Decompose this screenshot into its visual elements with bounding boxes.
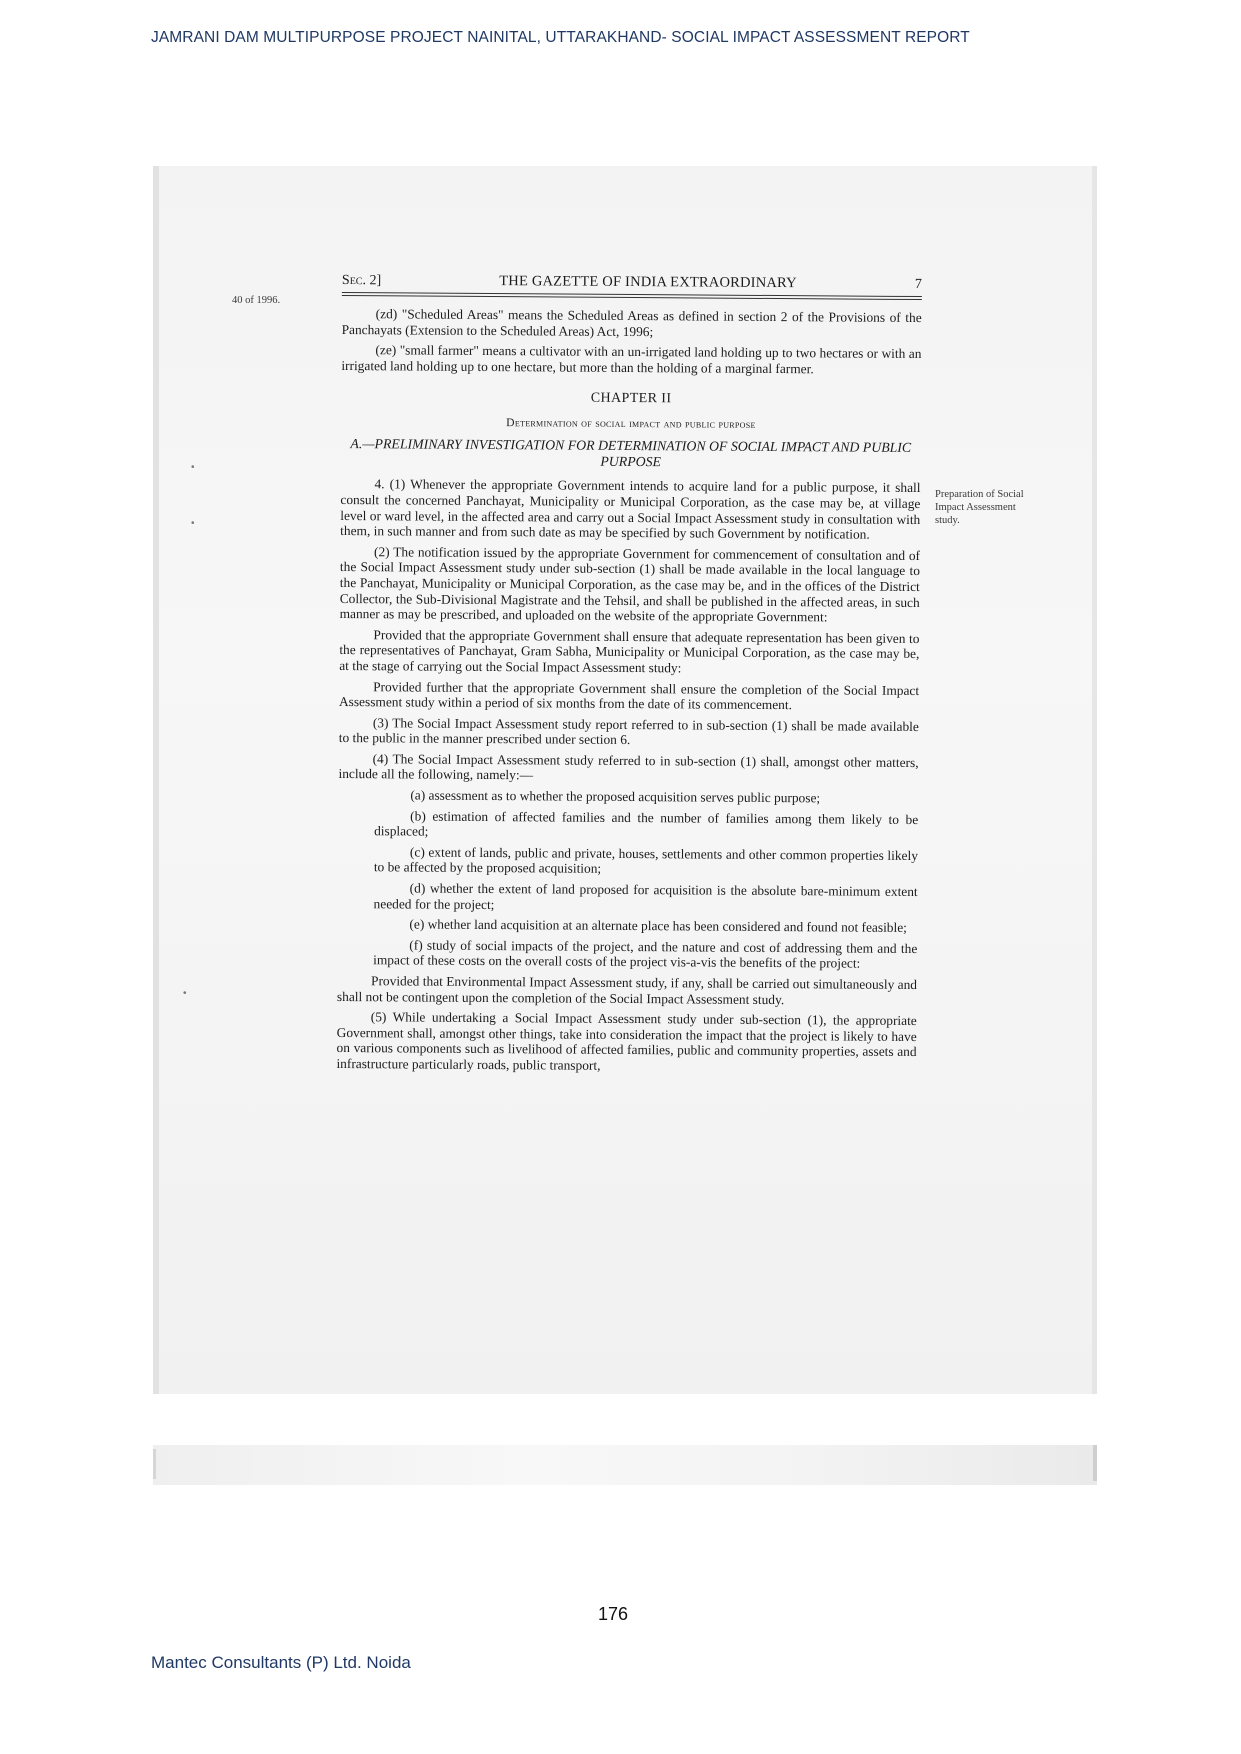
gazette-content <box>336 272 922 1081</box>
scan-speck: • <box>191 462 195 473</box>
gazette-section: Sec. 2] <box>341 272 382 289</box>
section-4-4: (4) The Social Impact Assessment study referred to in sub-section (1) shall, amongst other matters, include all the following, namely:— <box>338 751 919 783</box>
part-heading: A.—PRELIMINARY INVESTIGATION FOR DETERMINATION OF SOCIAL IMPACT AND PUBLIC PURPOSE <box>350 436 912 470</box>
scan-strip-left-edge <box>153 1449 156 1479</box>
scan-edge-right <box>1092 166 1097 1394</box>
section-4-1: 4. (1) Whenever the appropriate Government intends to acquire land for a public purpose, it shall consult the concerned Panchayat, Municipality or Municipal Corporation, as the case may be, at village level or ward level, in the affected area and carry out a Social Impact Assessment study in consultation with them, in such manner and from such date as may be specified by such Government by notification. <box>340 476 921 542</box>
report-header: JAMRANI DAM MULTIPURPOSE PROJECT NAINITAL, UTTARAKHAND- SOCIAL IMPACT ASSESSMENT REPORT <box>151 29 970 46</box>
proviso-3: Provided that Environmental Impact Assessment study, if any, shall be carried out simultaneously and shall not be contingent upon the completion of the Social Impact Assessment study. <box>336 973 918 1007</box>
section-4-5: (5) While undertaking a Social Impact Assessment study under sub-section (1), the appropriate Government shall, amongst other things, take into consideration the impact that the project is likely to have on various components such as livelihood of affected families, public and community properties, assets and infrastructure particularly roads, public transport, <box>336 1009 917 1073</box>
margin-note-act: 40 of 1996. <box>232 295 281 306</box>
definition-zd: (zd) "Scheduled Areas" means the Scheduled Areas as defined in section 2 of the Provisions of the Panchayats (Extension to the Scheduled Areas) Act, 1996; <box>341 306 922 339</box>
clause-e: (e) whether land acquisition at an alternate place has been considered and found not feasible; <box>409 916 907 936</box>
scan-strip-right-edge <box>1093 1445 1097 1481</box>
gazette-page-number: 7 <box>914 277 922 293</box>
proviso-2: Provided further that the appropriate Government shall ensure the completion of the Social Impact Assessment study within a period of six months from the date of its commencement. <box>338 678 920 713</box>
section-4-3: (3) The Social Impact Assessment study report referred to in sub-section (1) shall be made available to the public in the manner prescribed under section 6. <box>338 714 919 748</box>
page-number: 176 <box>598 1604 629 1624</box>
clause-f: (f) study of social impacts of the project, and the nature and cost of addressing them and the impact of these costs on the overall costs of the project vis-a-vis the benefits of the project: <box>373 937 918 972</box>
clause-a: (a) assessment as to whether the proposed acquisition serves public purpose; <box>410 787 821 806</box>
definition-ze: (ze) "small farmer" means a cultivator with an un-irrigated land holding up to two hectares or with an irrigated land holding up to one hectare, but more than the holding of a marginal farmer. <box>341 342 922 377</box>
chapter-heading: CHAPTER II <box>590 391 672 407</box>
chapter-subtitle: Determination of social impact and public purpose <box>506 416 756 432</box>
proviso-1: Provided that the appropriate Government shall ensure that adequate representation has been given to the representatives of Panchayat, Gram Sabha, Municipality or Municipal Corporation, as the case may be, at the stage of carrying out the Social Impact Assessment study: <box>339 626 920 676</box>
scan-speck: • <box>191 518 195 529</box>
gazette-title: THE GAZETTE OF INDIA EXTRAORDINARY <box>499 273 797 292</box>
scan-speck: • <box>183 988 187 999</box>
clause-d: (d) whether the extent of land proposed for acquisition is the absolute bare-minimum extent needed for the project; <box>373 880 918 912</box>
scan-edge-left <box>153 166 159 1394</box>
footer-company: Mantec Consultants (P) Ltd. Noida <box>151 1653 411 1672</box>
scan-strip-lower <box>153 1445 1097 1485</box>
gazette-running-head <box>342 272 922 293</box>
scanned-gazette-page <box>153 166 1097 1394</box>
clause-c: (c) extent of lands, public and private, houses, settlements and other common properties likely to be affected by the proposed acquisition; <box>373 844 918 877</box>
margin-note-preparation: Preparation of Social Impact Assessment study. <box>935 489 1024 526</box>
clause-b: (b) estimation of affected families and the number of families among them likely to be displaced; <box>374 808 919 839</box>
gazette-header-rule <box>342 292 922 300</box>
section-4-2: (2) The notification issued by the appropriate Government for commencement of consultation and of the Social Impact Assessment study under sub-section (1) shall be made available in the local language to the Panchayat, Municipality or Municipal Corporation, as the case may be, and in the offices of the District Collector, the Sub-Divisional Magistrate and the Tehsil, and shall be published in the affected areas, in such manner as may be prescribed, and uploaded on the website of the appropriate Government: <box>339 543 921 625</box>
